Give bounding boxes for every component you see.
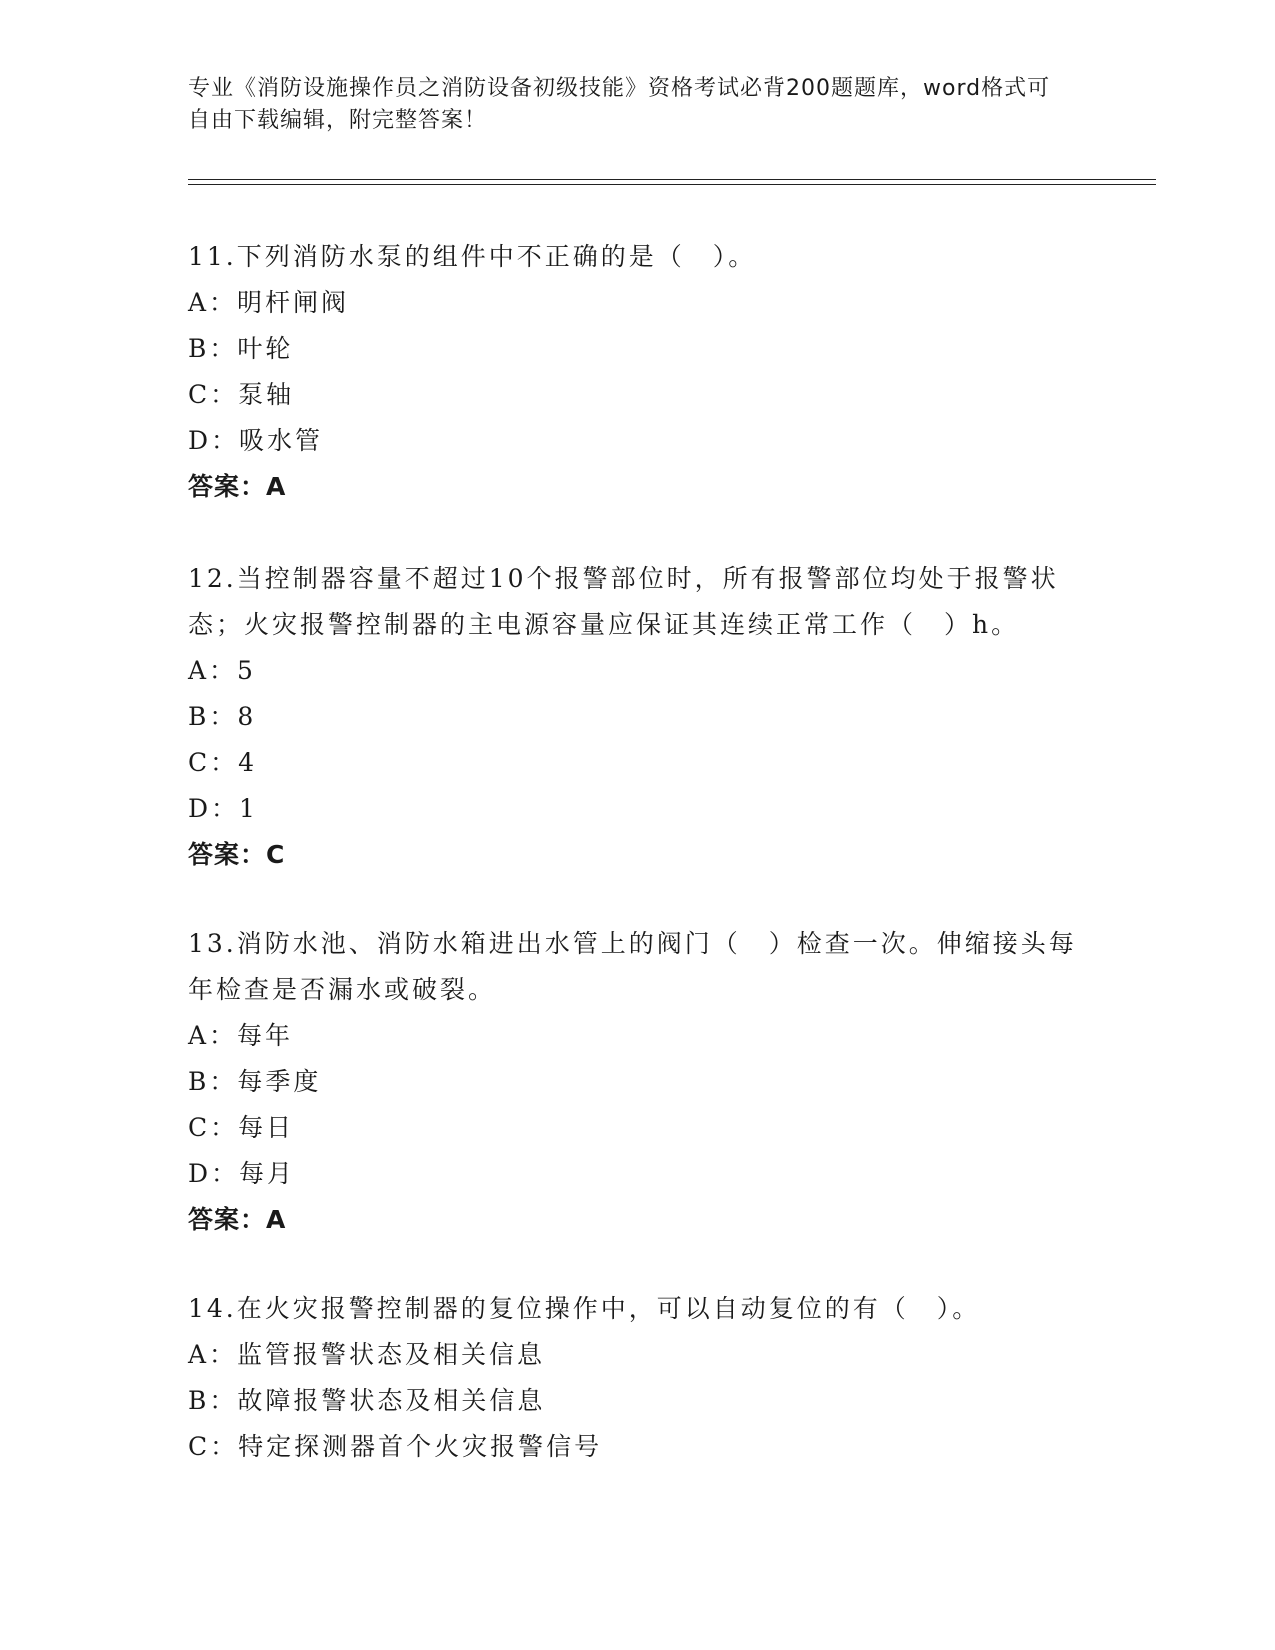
answer: 答案：A — [188, 1205, 287, 1234]
option-c: C：4 — [188, 748, 258, 777]
option-d: D：每月 — [188, 1159, 296, 1188]
option-b: B：每季度 — [188, 1067, 322, 1096]
option-c: C：每日 — [188, 1113, 295, 1142]
answer: 答案：C — [188, 840, 286, 869]
question-stem: 11.下列消防水泵的组件中不正确的是（ ）。 — [188, 242, 757, 271]
header-divider-bottom — [188, 184, 1156, 185]
option-c: C：特定探测器首个火灾报警信号 — [188, 1432, 603, 1461]
question-stem: 14.在火灾报警控制器的复位操作中，可以自动复位的有（ ）。 — [188, 1294, 981, 1323]
option-a: A：监管报警状态及相关信息 — [188, 1340, 546, 1369]
question-stem: 13.消防水池、消防水箱进出水管上的阀门（ ）检查一次。伸缩接头每年检查是否漏水或破裂。 — [188, 929, 1077, 1004]
option-c: C：泵轴 — [188, 380, 295, 409]
question-12 — [188, 556, 1088, 878]
question-14 — [188, 1286, 1088, 1470]
question-13 — [188, 921, 1088, 1243]
answer: 答案：A — [188, 472, 287, 501]
option-d: D：1 — [188, 794, 258, 823]
option-b: B：叶轮 — [188, 334, 294, 363]
option-a: A：明杆闸阀 — [188, 288, 350, 317]
document-header: 专业《消防设施操作员之消防设备初级技能》资格考试必背200题题库，word格式可自由下载编辑，附完整答案！ — [188, 76, 1051, 133]
question-stem: 12.当控制器容量不超过10个报警部位时，所有报警部位均处于报警状态；火灾报警控制器的主电源容量应保证其连续正常工作（ ）h。 — [188, 564, 1059, 639]
option-b: B：8 — [188, 702, 257, 731]
header-divider-top — [188, 179, 1156, 180]
option-b: B：故障报警状态及相关信息 — [188, 1386, 546, 1415]
option-a: A：每年 — [188, 1021, 294, 1050]
question-11 — [188, 234, 1088, 510]
option-d: D：吸水管 — [188, 426, 324, 455]
option-a: A：5 — [188, 656, 256, 685]
